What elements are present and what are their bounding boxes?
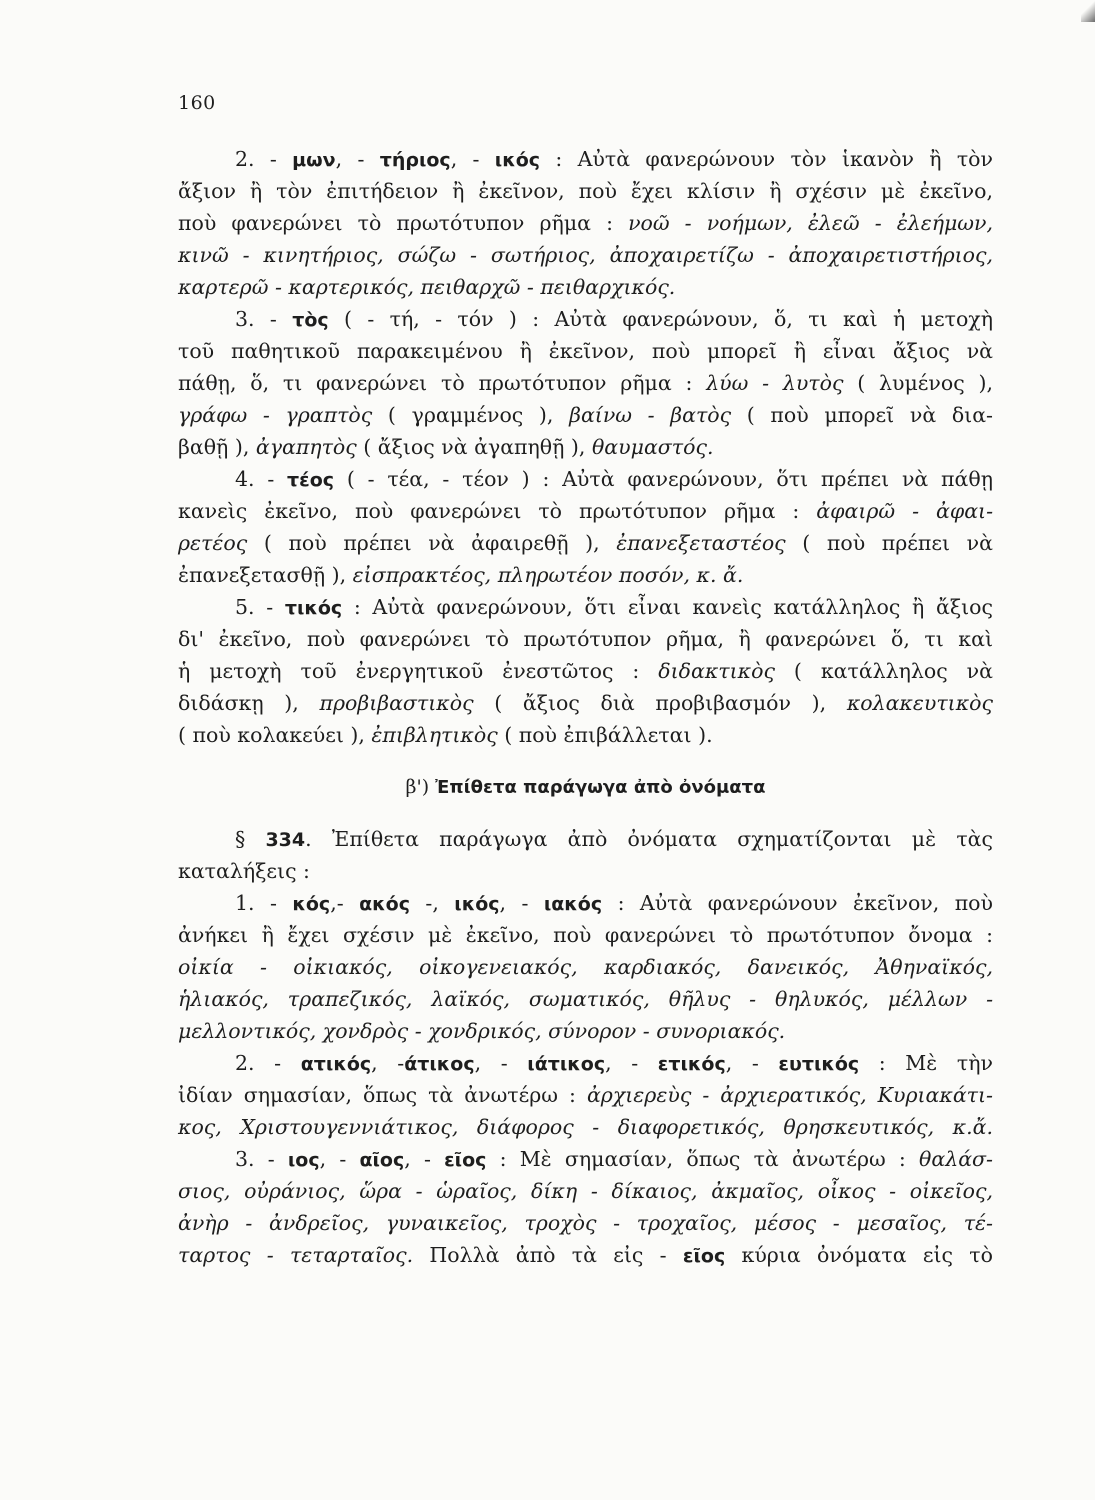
text-run: τοῦ παθητικοῦ παρακειμένου ἢ ἐκεῖνον, ποὺ μπορεῖ ἢ εἶναι ἄξιος νὰ (178, 339, 993, 363)
text-run: β') (405, 776, 436, 798)
text-line (178, 855, 993, 887)
text-line (178, 207, 993, 239)
italic-example: ἀρχιερεὺς - ἀρχιερατικός, Κυριακάτι- (586, 1083, 993, 1107)
italic-example: εἰσπρακτέος, πληρωτέον ποσόν, κ. ἄ. (352, 563, 744, 587)
text-run: κανεὶς ἐκεῖνο, ποὺ φανερώνει τὸ πρωτότυπον ρῆμα : (178, 499, 817, 523)
text-run: , - (474, 1051, 528, 1075)
text-run: . Ἐπίθετα παράγωγα ἀπὸ ὀνόματα σχηματίζονται μὲ τὰς (305, 827, 993, 851)
text-line (178, 887, 993, 919)
text-run: , - (450, 147, 495, 171)
text-run: ( ποὺ πρέπει νὰ (785, 531, 993, 555)
text-run: ( ποὺ ἐπιβάλλεται ). (497, 723, 713, 747)
text-run: § (235, 827, 266, 851)
text-run: βαθῇ ), (178, 435, 256, 459)
text-run: : Αὐτὰ φανερώνουν ἐκεῖνον, ποὺ (602, 891, 993, 915)
text-run: ( ποὺ μπορεῖ νὰ δια- (731, 403, 993, 427)
text-run: ( ἄξιος διὰ προβιβασμόν ), (473, 691, 847, 715)
bold-suffix: ετικός (657, 1053, 726, 1075)
text-line (178, 951, 993, 983)
text-line (178, 463, 993, 495)
text-line (178, 1143, 993, 1175)
text-line (178, 591, 993, 623)
text-line (178, 1111, 993, 1143)
text-run: ἄξιον ἢ τὸν ἐπιτήδειον ἢ ἐκεῖνον, ποὺ ἔχει κλίσιν ἢ σχέσιν μὲ ἐκεῖνο, (178, 179, 993, 203)
text-run: ( ποὺ πρέπει νὰ ἀφαιρεθῇ ), (247, 531, 617, 555)
italic-example: ἀνὴρ - ἀνδρεῖος, γυναικεῖος, τροχὸς - τροχαῖος, μέσος - μεσαῖος, τέ- (178, 1211, 993, 1235)
text-line (178, 719, 993, 751)
body-text (178, 143, 993, 1271)
italic-example: ἀφαιρῶ - ἀφαι- (816, 499, 993, 523)
italic-example: ἐπανεξεταστέος (616, 531, 786, 555)
italic-example: μελλοντικός, χονδρὸς - χονδρικός, σύνορον - συνοριακός. (178, 1019, 786, 1043)
italic-example: προβιβαστικὸς (319, 691, 474, 715)
text-line (178, 919, 993, 951)
text-line (178, 623, 993, 655)
italic-example: ἡλιακός, τραπεζικός, λαϊκός, σωματικός, θῆλυς - θηλυκός, μέλλων - (178, 987, 993, 1011)
bold-suffix: τήριος (379, 149, 451, 171)
text-run: , - (319, 1147, 360, 1171)
italic-example: νοῶ - νοήμων, ἐλεῶ - ἐλεήμων, (628, 211, 993, 235)
text-run: : Αὐτὰ φανερώνουν τὸν ἱκανὸν ἢ τὸν (540, 147, 993, 171)
text-run: -, (409, 891, 455, 915)
italic-example: ἐπιβλητικὸς (371, 723, 498, 747)
bold-suffix: τέος (287, 469, 335, 491)
bold-suffix: ακός (359, 893, 410, 915)
italic-example: ρετέος (178, 531, 248, 555)
italic-example: κος, Χριστουγεννιάτικος, διάφορος - διαφορετικός, θρησκευτικός, κ.ἄ. (178, 1115, 993, 1139)
text-run: ,- (330, 891, 360, 915)
text-run: πάθῃ, ὅ, τι φανερώνει τὸ πρωτότυπον ρῆμα : (178, 371, 707, 395)
text-run: : Μὲ σημασίαν, ὅπως τὰ ἀνωτέρω : (486, 1147, 920, 1171)
italic-example: θαυμαστός. (591, 435, 714, 459)
bold-suffix: τικός (284, 597, 343, 619)
text-line (178, 1015, 993, 1047)
text-run: 5. - (235, 595, 285, 619)
page-number: 160 (178, 92, 216, 114)
spacer (178, 751, 993, 771)
text-line (178, 495, 993, 527)
text-line (178, 687, 993, 719)
italic-example: οἰκία - οἰκιακός, οἰκογενειακός, καρδιακός, δανεικός, Ἀθηναϊκός, (178, 955, 993, 979)
text-run: , - (725, 1051, 779, 1075)
text-line (178, 399, 993, 431)
text-run: δι' ἐκεῖνο, ποὺ φανερώνει τὸ πρωτότυπον ρῆμα, ἢ φανερώνει ὅ, τι καὶ (178, 627, 993, 651)
bold-suffix: ατικός (300, 1053, 372, 1075)
italic-example: κολακευτικὸς (846, 691, 993, 715)
italic-example: σιος, οὐράνιος, ὥρα - ὡραῖος, δίκη - δίκαιος, ἀκμαῖος, οἶκος - οἰκεῖος, (178, 1179, 993, 1203)
text-run: ( ἄξιος νὰ ἀγαπηθῇ ), (356, 435, 592, 459)
text-run: καταλήξεις : (178, 859, 310, 883)
section-heading (178, 771, 993, 803)
italic-example: λύω - λυτὸς (706, 371, 844, 395)
text-run: 2. - (235, 1051, 301, 1075)
text-line (178, 239, 993, 271)
text-run: 1. - (235, 891, 293, 915)
text-run: ( ποὺ κολακεύει ), (178, 723, 372, 747)
text-line (178, 175, 993, 207)
text-run: , - (605, 1051, 658, 1075)
text-run: ἰδίαν σημασίαν, ὅπως τὰ ἀνωτέρω : (178, 1083, 587, 1107)
bold-suffix: άτικος (404, 1053, 475, 1075)
text-run: κύρια ὀνόματα εἰς τὸ (725, 1243, 993, 1267)
italic-example: καρτερῶ - καρτερικός, πειθαρχῶ - πειθαρχικός. (178, 275, 676, 299)
text-run: 3. - (235, 1147, 288, 1171)
bold-suffix: ιος (287, 1149, 320, 1171)
italic-example: ταρτος - τεταρταῖος. (178, 1243, 414, 1267)
text-run: ( λυμένος ), (843, 371, 993, 395)
text-run: ( - τέα, - τέον ) : Αὐτὰ φανερώνουν, ὅτι πρέπει νὰ πάθῃ (334, 467, 993, 491)
text-run: ( - τή, - τόν ) : Αὐτὰ φανερώνουν, ὅ, τι καὶ ἡ μετοχὴ (328, 307, 993, 331)
bold-suffix: ιακός (543, 893, 603, 915)
text-run: ἀνήκει ἢ ἔχει σχέσιν μὲ ἐκεῖνο, ποὺ φανερώνει τὸ πρωτότυπον ὄνομα : (178, 923, 993, 947)
text-line (178, 335, 993, 367)
text-run: ( κατάλληλος νὰ (774, 659, 993, 683)
bold-suffix: εῖος (682, 1245, 726, 1267)
text-run: ( γραμμένος ), (372, 403, 570, 427)
text-line (178, 527, 993, 559)
italic-example: θαλάσ- (919, 1147, 993, 1171)
text-line (178, 143, 993, 175)
text-line (178, 271, 993, 303)
bold-suffix: τὸς (292, 309, 329, 331)
text-line (178, 823, 993, 855)
bold-suffix: 334 (265, 829, 306, 851)
bold-suffix: αῖος (359, 1149, 405, 1171)
text-run: ἐπανεξετασθῇ ), (178, 563, 353, 587)
text-run: , - (335, 147, 380, 171)
page-edge-shadow (1081, 0, 1095, 22)
bold-suffix: ιάτικος (527, 1053, 606, 1075)
text-run: : Αὐτὰ φανερώνουν, ὅτι εἶναι κανεὶς κατάλληλος ἢ ἄξιος (342, 595, 993, 619)
italic-example: γράφω - γραπτὸς (178, 403, 373, 427)
text-line (178, 1207, 993, 1239)
bold-suffix: Ἐπίθετα παράγωγα ἀπὸ ὀνόματα (435, 777, 766, 798)
text-run: διδάσκῃ ), (178, 691, 320, 715)
italic-example: κινῶ - κινητήριος, σώζω - σωτήριος, ἀποχαιρετίζω - ἀποχαιρετιστήριος, (178, 243, 993, 267)
bold-suffix: κός (292, 893, 331, 915)
text-line (178, 983, 993, 1015)
text-line (178, 1079, 993, 1111)
bold-suffix: μων (292, 149, 336, 171)
text-line (178, 1175, 993, 1207)
text-run: , - (404, 1147, 445, 1171)
text-line (178, 1047, 993, 1079)
text-line (178, 367, 993, 399)
text-run: ποὺ φανερώνει τὸ πρωτότυπον ρῆμα : (178, 211, 629, 235)
italic-example: ἀγαπητὸς (255, 435, 357, 459)
bold-suffix: ικός (494, 149, 541, 171)
bold-suffix: ικός (454, 893, 500, 915)
text-run: , - (371, 1051, 405, 1075)
spacer (178, 803, 993, 823)
text-run: 3. - (235, 307, 293, 331)
text-line (178, 559, 993, 591)
text-run: , - (499, 891, 544, 915)
bold-suffix: ευτικός (778, 1053, 860, 1075)
text-run: : Μὲ τὴν (859, 1051, 993, 1075)
text-line (178, 655, 993, 687)
text-run: 2. - (235, 147, 293, 171)
text-line (178, 431, 993, 463)
text-run: 4. - (235, 467, 288, 491)
italic-example: βαίνω - βατὸς (569, 403, 732, 427)
bold-suffix: εῖος (444, 1149, 487, 1171)
text-run: Πολλὰ ἀπὸ τὰ εἰς - (413, 1243, 683, 1267)
italic-example: διδακτικὸς (658, 659, 775, 683)
text-line (178, 1239, 993, 1271)
text-run: ἡ μετοχὴ τοῦ ἐνεργητικοῦ ἐνεστῶτος : (178, 659, 659, 683)
text-line (178, 303, 993, 335)
